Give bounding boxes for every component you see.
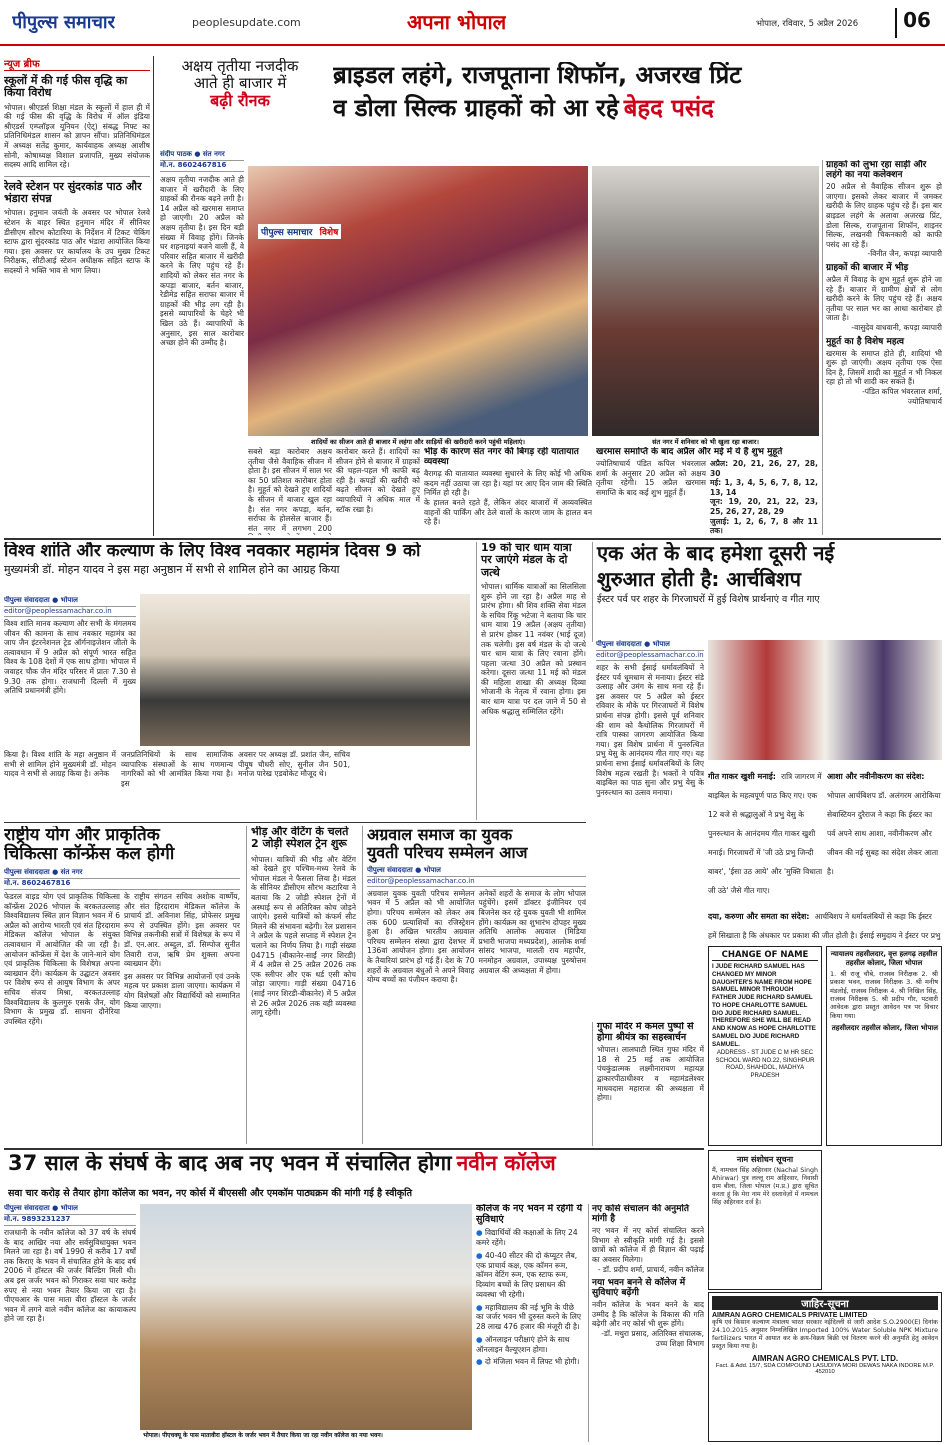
top-phone: मो.न. 8602467816	[160, 161, 244, 172]
easter-email: editor@peoplessamachar.co.in	[596, 651, 704, 659]
photo-badge	[258, 224, 341, 239]
easter-quote-2-title: आशा और नवीनीकरण का संदेश:	[827, 772, 925, 781]
agrawal-story	[362, 826, 586, 1144]
muhurat-april: अप्रैल: 20, 21, 26, 27, 28, 30	[710, 459, 818, 478]
navkar-email: editor@peoplessamachar.co.in	[4, 607, 136, 617]
easter-headline-2: शुरुआत होती है: आर्चबिशप	[597, 567, 801, 592]
yoga-body-3: इस अवसर पर विभिन्न आयोजनों एवं उनके महत्व पर प्रकाश डाला जाएगा। कार्यक्रम में योग विशेषज्ञों और विद्यार्थियों को सम्मानित किया जाएगा।	[124, 971, 240, 1010]
change-of-name-ad	[708, 946, 822, 1146]
jahir-address: Fact. & Add. 15/7, SDA COMPOUND LASUDIYA MORI DEWAS NAKA INDORE M.P. 452010	[715, 1363, 935, 1376]
chardham-story	[476, 542, 586, 820]
tehsil-notice	[826, 946, 942, 1146]
new-building-by: -डॉ. मथुरा प्रसाद, अतिरिक्त संचालक, उच्च शिक्षा विभाग	[601, 1329, 704, 1348]
con-address: ADDRESS - ST JUDE C M HR SEC SCHOOL WARD NO.22, SINGHPUR ROAD, SHAHDOL, MADHYA PRADESH	[715, 1050, 815, 1079]
yoga-story	[4, 826, 240, 1144]
gufa-story	[592, 1022, 704, 1146]
muhurat-subhead: खरमास समाप्ति के बाद अप्रैल और मई में ये हैं शुभ मुहूर्त	[596, 447, 783, 457]
quote-1-body: 20 अप्रैल से वैवाहिक सीजन शुरू हो जाएगा। इसको लेकर बाजार में जमकर खरीदी के लिए ग्राहक पहुंच रहे हैं। इस बार ब्राइडल लहंगे के अलावा अजरख प्रिंट, डोला सिल्क, राजपूताना शिफॉन, शाइनर सिल्क, लखनवी चिकनकारी को काफी पसंद आ रहे हैं।	[826, 182, 942, 249]
easter-byline: पीपुल्स संवाददाता ● भोपाल	[596, 640, 704, 651]
college-headline	[8, 1152, 704, 1184]
college-photo	[140, 1204, 472, 1430]
college-headline-black: 37 साल के संघर्ष के बाद अब नए भवन में संचालित होगा	[8, 1152, 452, 1175]
college-caption: भोपाल। पीएचक्यू के पास मातावीरा हॉस्टल के जर्जर भवन में तैयार किया जा रहा नवीन कॉलेज का नया भवन।	[140, 1430, 472, 1440]
muhurat-july: जुलाई: 1, 2, 6, 7, 8 और 11 तक।	[710, 516, 818, 535]
tehsil-sign: तहसीलदार तहसील कोलार, जिला भोपाल	[831, 1023, 938, 1032]
yoga-headline-2: चिकित्सा कॉन्फ्रेंस कल होगी	[4, 844, 175, 865]
top-body-col1: अक्षय तृतीया नजदीक आते ही बाजार में खरीदारी के लिए ग्राहकों की रौनक बढ़ने लगी है। 14 अप्रैल को खरमास समाप्त हो जाएगी। 20 अप्रैल को अक्षय तृतीया है। इस दिन बड़ी संख्या में विवाह होंगे। जिनके घर शहनाइयां बजने वाली हैं, वे परिवार सहित बाजार में खरीदी करने के लिए पहुंच रहे हैं। शादियों को लेकर संत नगर के कपड़ा बाजार, बर्तन बाजार, रेडीमेड सहित सराफा बाजार में ग्राहकों की भीड़ लग रही है। इससे व्यापारियों के चेहरे भी खिल उठे हैं। व्यापारियों के अनुसार, इस साल कारोबार अच्छा होने की उम्मीद है।	[160, 175, 244, 348]
brief-divider	[153, 56, 154, 536]
news-brief-label: न्यूज ब्रीफ	[4, 56, 150, 71]
top-headline	[333, 62, 941, 154]
yoga-phone: मो.न. 8602467816	[4, 879, 240, 890]
college-facilities	[476, 1204, 584, 1442]
headline-line-1: ब्राइडल लहंगे, राजपूताना शिफॉन, अजरख प्रिंट	[333, 62, 742, 89]
college-col1	[4, 1204, 136, 1442]
chardham-body: भोपाल। धार्मिक यात्राओं का सिलसिला शुरू होने जा रहा है। अप्रैल माह से प्रारंभ होगा। श्री शिव शक्ति सेवा मंडल के सचिव रिंकू भटेजा ने बताया कि चार धाम यात्रा 19 अप्रैल (अक्षय तृतीया) से प्रारंभ होकर 11 नवंबर (भाई दूज) तक चलेगी। इस वर्ष मंडल के दो जत्थे चार धाम यात्रा के लिए रवाना होंगे। पहला जत्था 30 अप्रैल को प्रस्थान करेगा। दूसरा जत्था 11 मई को मंडल की महिला शाखा की अध्यक्ष दिव्या भोजानी के नेतृत्व में रवाना होगा। इस बार धाम यात्रा पर दल जाने में 50 से अधिक श्रद्धालु सम्मिलित रहेंगे।	[481, 581, 586, 716]
navkar-body-3: जनप्रतिनिधियों के साथ सामाजिक व्यापारिक संस्थाओं के साथ गणमान्य नागरिकों को भी आमंत्रित किया गया है। इस	[121, 750, 233, 788]
traffic-body: बैरागढ़ की यातायात व्यवस्था सुधारने के लिए कोई भी अधिक कदम नहीं उठाया जा रहा है। यहां पर आए दिन जाम की स्थिति निर्मित हो रही है।	[424, 469, 592, 498]
photo-badge-special: विशेष	[319, 228, 339, 238]
kicker-line-1: अक्षय तृतीया नजदीक	[181, 58, 299, 75]
facility-item: ● विद्यार्थियों की कक्षाओं के लिए 24 कमरे रहेंगे।	[476, 1228, 584, 1248]
name-change-notice	[708, 1150, 822, 1290]
muhurat-may: मई: 1, 3, 4, 5, 6, 7, 8, 12, 13, 14	[710, 478, 818, 497]
name-change-title: नाम संशोधन सूचना	[736, 1155, 794, 1164]
kicker-red: बढ़ी रौनक	[210, 90, 270, 110]
facilities-title: कॉलेज के नए भवन में रहेंगी ये सुविधाएं	[476, 1204, 583, 1225]
top-reporter: संदीप पाठक ● संत नगर	[160, 150, 244, 161]
top-body-col3: कारोबार करते हैं। शादियों का सीजन होने से बाजार में ग्राहकों की चहल-पहल भी काफी बढ़ रही है। कपड़ों की खरीदी को बढ़ते सीजन को देखते हुए व्यापारियों ने अधिक माल में स्टॉक रखा है।	[336, 447, 420, 514]
agrawal-headline-2: युवती परिचय सम्मेलन आज	[367, 842, 528, 862]
photo-caption-1: शादियों का सीजन आते ही बाजार में लहंगा और साड़ियों की खरीदारी करने पहुंची महिलाएं।	[248, 436, 588, 447]
easter-quote-3-title: दया, करुणा और समता का संदेश:	[708, 912, 810, 921]
navkar-body: विश्व शांति मानव कल्याण और सभी के मंगलमय जीवन की कामना के साथ नवकार महामंत्र का जाप जैन इंटरनेशनल ट्रेड ऑर्गनाइजेशन जीतो के तत्वावधान में 9 अप्रैल को संपूर्ण भारत सहित विश्व के 108 देशों में एक साथ होगा। भोपाल में जवाहर चौक जैन मंदिर परिसर में प्रातः 7.30 से 9.30 तक होगा। राजधानी दिल्ली में मुख्य अतिथि प्रधानमंत्री होंगे।	[4, 619, 136, 696]
new-building-body: नवीन कॉलेज के भवन बनने के बाद उम्मीद है कि कॉलेज के विकास की गति बढ़ेगी और नए कोर्स भी शुरू होंगे।	[592, 1300, 704, 1329]
agrawal-body-2: अनेकों शहरों के समाज के लोग भोपाल पहुंचेंगे। इसमें डॉक्टर इंजीनियर एवं बिजनेस कर रहे युवक युवती भी शामिल होंगे। कार्यक्रम का शुभारंभ दोपहर मुख्य अतिथि आलोक अग्रवाल (मिडिया प्रभारी भाजपा मध्यप्रदेश), आलोक शर्मा सांसद भाजपा, मालती राय महापौर, मनमोहन अग्रवाल, उपाध्यक्ष पुरुषोत्तम अग्रवाल की अध्यक्षता में होगा।	[478, 888, 586, 975]
navkar-col1	[4, 596, 136, 742]
gufa-headline: गुफा मंदिर में कमल पुष्पों से होगा श्रीयंत्र का सहस्त्रार्चन	[597, 1022, 694, 1043]
gufa-body: भोपाल। लालघाटी स्थित गुफा मंदिर में 18 से 25 मई तक आयोजित पंचकुंडात्मक लक्ष्मीनारायण महायज्ञ द्वाकारपीठाधीश्वर व महामंडलेश्वर माधवदास महाराज की अध्यक्षता में होगा।	[597, 1045, 704, 1103]
college-body: राजधानी के नवीन कॉलेज को 37 वर्ष के संघर्ष के बाद आखिर नया और सर्वसुविधायुक्त भवन मिलने जा रहा है। वर्ष 1990 से करीब 17 वर्षों तक किराए के भवन में संचालित होने के बाद वर्ष 2006 में हॉस्टल की जर्जर बिल्डिंग मिली थी। अब इस जर्जर भवन को गिराकर सवा चार करोड़ रुपए से नया भवन तैयार किया जा रहा है। पीएचआर के पास माता वीरा हॉस्टल के जर्जर भवन में लगने वाले नवीन कॉलेज का कायाकल्प होने जा रहा है।	[4, 1228, 136, 1324]
top-kicker	[160, 58, 320, 148]
kicker-line-2: आते ही बाजार में	[193, 73, 287, 92]
con-body: I JUDE RICHARD SAMUEL HAS CHANGED MY MINOR DAUGHTER'S NAME FROM HOPE SAMUEL MINOR THROUGH FATHER JUDE RICHARD SAMUEL TO HOPE CHARLOTTE SAMUEL D/O JUDE RICHARD SAMUEL. THEREFORE SHE WILL BE READ AND KNOW AS HOPE CHARLOTTE SAMUEL D/O JUDE RICHARD SAMUEL.	[712, 963, 816, 1048]
easter-quote-3	[708, 904, 942, 942]
college-subhead: सवा चार करोड़ से तैयार होगा कॉलेज का भवन, नए कोर्स में बीएससी और एमकॉम पाठ्यक्रम की मांगी गई है स्वीकृति	[8, 1188, 413, 1199]
brief-2-title: रेलवे स्टेशन पर सुंदरकांड पाठ और भंडारा संपन्न	[4, 176, 150, 206]
top-sidebar	[822, 160, 942, 535]
yoga-body-2: के राष्ट्रीय संगठन सचिव अशोक वार्ष्णेय, और संत हिरदाराम मेडिकल कॉलेज के प्राचार्य डॉ. अविनाश सिंह, प्रोफेसर प्रमुख रूप से उपस्थित होंगे। इस अवसर पर विभिन्न तकनीकी सत्रों में विशेषज्ञ के रूप में डॉ. एन.आर. अब्दुल, डॉ. सिम्पोज सुनीत तिवारी राज, ऋषि प्रेम शुक्ला अपना व्याख्यान देंगे।	[124, 892, 240, 969]
jahir-footer: AIMRAN AGRO CHEMICALS PVT. LTD.	[751, 1354, 899, 1364]
tehsil-title: न्यायालय तहसीलदार, वृत्त हलगढ़ तहसील तहसील कोलार, जिला भोपाल	[830, 950, 938, 967]
market-photo-2	[592, 166, 819, 438]
trains-body: भोपाल। यात्रियों की भीड़ और वेटिंग को देखते हुए पश्चिम-मध्य रेलवे के भोपाल मंडल ने फैसला लिया है। मंडल के सीनियर डीसीएम सौरभ कटारिया ने बताया कि 2 जोड़ी स्पेशल ट्रेनों में अस्थाई रूप से अतिरिक्त कोच जोड़ने जाएंगे। इससे यात्रियों को कंफर्म सीट मिलने की संभावना बढ़ेगी। रेल प्रशासन ने अप्रैल के पहले सप्ताह में स्पेशल ट्रेन चलाने का निर्णय लिया है। गाड़ी संख्या 04715 (बीकानेर-साईं नगर शिरडी) में 4 अप्रैल से 25 अप्रैल 2026 तक एक स्लीपर और एक थर्ड एसी कोच जोड़ा जाएगा। गाड़ी संख्या 04716 (साईं नगर शिरडी-बीकानेर) में 5 अप्रैल से 26 अप्रैल 2026 तक यही व्यवस्था लागू रहेगी।	[251, 854, 356, 1018]
photo-caption-2: संत नगर में शनिवार को भी खुला रहा बाजार।	[592, 436, 819, 447]
top-story-col2	[164, 368, 244, 530]
jahir-company: AIMRAN AGRO CHEMICALS PRIVATE LIMITED	[712, 1312, 868, 1319]
section-title: अपना भोपाल	[407, 10, 507, 34]
market-photo-1	[248, 166, 588, 438]
headline-red: बेहद पसंद	[623, 93, 714, 122]
easter-subhead: ईस्टर पर्व पर शहर के गिरजाघरों में हुई विशेष प्रार्थनाएं व गीत गाए	[597, 593, 820, 605]
new-course-by: - डॉ. प्रदीप शर्मा, प्राचार्य, नवीन कॉलेज	[597, 1264, 704, 1274]
brief-1-body: भोपाल। श्रीएडर्स शिक्षा मंडल के स्कूलों में हाल ही में की गई फीस की वृद्धि के विरोध में ऑल इंडिया श्रीएडर्स एम्प्लॉइज यूनियन (ऐट्) संबद्ध निफ्ट का प्रतिनिधिमंडल शासन को ज्ञापन सौंपा। प्रतिनिधिमंडल में अध्यक्ष सतेंद्र कुमार, कार्यवाहक अध्यक्ष आशीष सोनी, कोषाध्यक्ष विशाल प्रजापति, मुख्य संयोजक सदस्य आदि शामिल रहे।	[4, 102, 150, 170]
top-under-col1	[248, 447, 332, 535]
yoga-body: फेडरल वाइड योग एवं प्राकृतिक चिकित्सा कॉन्फ्रेंस 2026 भोपाल के बरकतउल्लाह विश्वविद्यालय स्थित ज्ञान विज्ञान भवन में 6 अप्रैल को आरोग्य भारती एवं संत हिरदाराम मेडिकल कॉलेज भोपाल के संयुक्त तत्वावधान में आयोजित की जा रही है। आयोजन कॉन्फ्रेंस में देश के जाने-माने योग एवं प्राकृतिक चिकित्सा के विशेषज्ञ अपना व्याख्यान देंगे। कार्यक्रम के उद्घाटन अवसर पर विशेष रूप से आयुष विभाग के अपर सचिव संजय मिश्रा, बरकतउल्लाह विश्वविद्यालय के कुलगुरु एसके जैन, योग विभाग के प्रमुख डॉ. साधना दौनेरिया उपस्थित रहेंगे।	[4, 892, 120, 1026]
brief-1-title: स्कूलों में की गई फीस वृद्धि का किया विरोध	[4, 74, 128, 100]
easter-body: शहर के सभी ईसाई धर्मावलंबियों ने ईस्टर पर्व धूमधाम से मनाया। ईस्टर संडे उत्साह और उमंग के साथ मना रहे हैं। इस अवसर पर 5 अप्रैल को ईस्टर रविवार के मौके पर गिरजाघरों में विशेष प्रार्थना संपन्न होगी। इससे पूर्व शनिवार की शाम को कैथोलिक गिरजाघरों में रात्रि पास्का जागरण आयोजित किया गया। इस विशेष प्रार्थना में पुनरुत्थित प्रभु येसु के आनंदमय गीत गाए गए। यह प्रार्थना सभा ईसाई धर्मावलंबियों के लिए विशेष महत्व रखती है। भक्तों ने पवित्र बाइबिल का पाठ सुना और प्रभु येसु के पुनरुत्थान का उत्सव मनाया।	[596, 663, 704, 797]
website-link[interactable]: peoplesupdate.com	[192, 16, 301, 29]
navkar-body-4: अवसर पर अध्यक्ष डॉ. प्रशांत जैन, सचिव पीयूष चौधरी सोए, सुनील जैन 501, मनोज पारेख एडवोकेट मौजूद थे।	[238, 750, 350, 779]
navkar-photo	[140, 594, 470, 746]
news-brief	[4, 56, 150, 536]
facility-item: ● ऑनलाइन परीक्षाएं होने के साथ ऑनलाइन वैल्यूएशन होगा।	[476, 1335, 584, 1355]
section-rule-3	[4, 1148, 704, 1150]
quote-1-by: -विनीत जैन, कपड़ा व्यापारी	[867, 249, 942, 259]
easter-quote-1-title: गीत गाकर खुशी मनाई:	[708, 772, 776, 781]
facility-item: ● दो मंजिला भवन में लिफ्ट भी होगी।	[476, 1357, 584, 1367]
traffic-body-2: के हालत बनते रहते हैं, लेकिन अंदर बाजारों में अव्यवस्थित वाहनों की पार्किंग और ठेले वालों के कारण जाम के हालत बन रहे हैं।	[424, 497, 592, 527]
college-quotes	[588, 1204, 704, 1442]
headline-line-2: व डोला सिल्क ग्राहकों को आ रहे	[333, 93, 619, 122]
navkar-bottom	[4, 750, 470, 818]
section-rule-1	[4, 538, 941, 540]
jahir-title: जाहिर-सूचना	[712, 1296, 938, 1310]
chardham-headline: 19 को चार धाम यात्रा पर जाएंगे मंडल के दो जत्थे	[481, 542, 572, 579]
new-building-title: नया भवन बनने से कॉलेज में सुविधाएं बढ़ेंगी	[592, 1278, 686, 1299]
agrawal-email: editor@peoplessamachar.co.in	[367, 877, 586, 887]
easter-quotes	[708, 764, 942, 900]
quote-3-title: मुहूर्त का है विशेष महत्व	[826, 336, 905, 347]
agrawal-body: अग्रवाल युवक युवती परिचय सम्मेलन भवन में 5 अप्रैल को भी आयोजित होगा। परिचय सम्मेलन को लेकर अब तक 600 प्रत्याशियों का रजिस्ट्रेशन हुआ है। अखिल भारतीय अग्रवाल परिचय सम्मेलन संस्था द्वारा देशभर में 136वां आयोजन होगा। इस आयोजन के तैयारियां प्रारंभ हो गई हैं। देश के 70 शहरों के अग्रवाल बंधुओं ने अपने विवाह योग्य बच्चों का पंजीयन कराया है।	[367, 888, 475, 985]
easter-header	[592, 542, 942, 642]
masthead	[0, 0, 945, 46]
quote-3-by: -पंडित कपिल भंवरलाल शर्मा, ज्योतिषाचार्य	[862, 387, 942, 406]
top-body-col2: सबसे बड़ा कारोबार अक्षय तृतीया जैसे वैवाहिक सीजन में होता है। इस सीजन में साल भर का 50 प्रतिशत कारोबार होता है। मुहूर्त को देखते हुए शादियों के सीजन में बाजार खुल रहा है। संत नगर कपड़ा, बर्तन, सर्राफा के होलसेल बाजार हैं। संत नगर में लगभग 200	[248, 447, 332, 533]
navkar-body-2: किया है। विश्व शांति के महा अनुष्ठान में सभी से शामिल होने मुख्यमंत्री डॉ. मोहन यादव ने सभी से आग्रह किया है। अनेक	[4, 750, 116, 779]
muhurat-block	[596, 447, 819, 535]
masthead-logo: पीपुल्स समाचार	[12, 12, 115, 33]
quote-1-title: ग्राहकों को लुभा रहा साड़ी और लहंगे का नया कलेक्शन	[826, 160, 927, 181]
muhurat-june: जून: 19, 20, 21, 22, 23, 25, 26, 27, 28, 29	[710, 497, 818, 517]
facility-item: ● महाविद्यालय की नई भूमि के पीछे का जर्जर भवन भी दुरुस्त करने के लिए 28 लाख 476 हजार की मंजूरी दी है।	[476, 1303, 584, 1332]
college-headline-red: नवीन कॉलेज	[456, 1152, 556, 1175]
quote-3-body: खरमास के समाप्त होते ही, शादियां भी शुरू हो जाएंगी। अक्षय तृतीया एक ऐसा दिन है, जिसमें शादी का मुहूर्त न भी निकल रहा हो तो भी शादी कर सकते हैं।	[826, 348, 942, 387]
easter-photo	[708, 640, 942, 760]
navkar-subhead: मुख्यमंत्री डॉ. मोहन यादव ने इस महा अनुष्ठान में सभी से शामिल होने का आग्रह किया	[4, 563, 340, 577]
college-phone: मो.न. 9893231237	[4, 1215, 136, 1226]
tehsil-body: 1. श्री राजू चौबे, राजस्व निरीक्षक 2. श्री प्रकाश भवन, राजस्व निरीक्षक 3. श्री मनीष मंडलोई, राजस्व निरीक्षक 4. श्री निखिल सिंह, राजस्व निरीक्षक 5. श्री प्रदीप गौर, पटवारी आवेदक द्वारा प्रस्तुत आवेदन पत्र पर विचार किया गया।	[830, 970, 938, 1020]
easter-quote-3-body: आर्चबिशप ने धर्मावलंबियों से कहा कि ईस्टर हमें सिखाता है कि अंधकार पर प्रकाश की जीत होती है। ईसाई समुदाय ने ईस्टर पर प्रभु	[708, 912, 941, 940]
agrawal-headline-1: अग्रवाल समाज का युवक	[367, 826, 513, 844]
trains-headline: भीड़ और वेटिंग के चलते 2 जोड़ी स्पेशल ट्रेन शुरू	[251, 826, 349, 851]
facility-item: ● 40-40 सीटर की दो कंप्यूटर लैब, एक प्राचार्य कक्ष, एक कॉमन रूम, कॉमन वेटिंग रूम, एक स्टाफ रूम, दिव्यांग बच्चों के लिए प्रसाधन की व्यवस्था भी रहेगी।	[476, 1251, 584, 1300]
section-rule-2	[4, 822, 586, 823]
top-under-col3	[424, 447, 592, 535]
brief-2-body: भोपाल। हनुमान जयंती के अवसर पर भोपाल रेलवे स्टेशन के बाहर स्थित हनुमान मंदिर में सीनियर डीसीएम सौरभ कोटारिया के निर्देशन में टिकट चेकिंग स्टाफ द्वारा सुंदरकांड पाठ और भंडारा आयोजित किया गया। इस अवसर पर कार्यालय के उप मुख्य टिकट निरीक्षक, सीटीआई स्टेशन अधीक्षक सहित स्टाफ के सदस्यों ने भक्ति भाव से भाग लिया।	[4, 208, 150, 275]
name-change-body: मैं, नामचल सिंह अहिरवार (Nachal Singh Ahirwar) पुत्र लल्लू राम अहिरवार, निवासी ग्राम बीला, जिला भोपाल (म.प्र.) द्वारा सूचित करता हूं कि मेरा नाम मेरे दस्तावेज़ों में नामचल सिंह अहिरवार दर्ज है।	[712, 1167, 818, 1207]
jahir-body: कृषि एवं किसान कल्याण मंत्रालय भारत सरकार नईदिल्ली से जारी आदेश S.O.2900(E) दिनांक 24.10.2015 अनुसार निम्नलिखित Imported 100% Water Soluble NPK Mixture fertilizers भारत में आयात कर के क्रय-विक्रय बिक्री एवं वितरण करने की अनुमति हेतु आवेदन प्रस्तुत किया गया है।	[712, 1319, 938, 1351]
quote-2-by: -वासुदेव वाधवानी, कपड़ा व्यापारी	[851, 322, 942, 332]
navkar-headline: विश्व शांति और कल्याण के लिए विश्व नवकार महामंत्र दिवस 9 को	[4, 542, 421, 561]
con-title: CHANGE OF NAME	[712, 950, 818, 961]
photo-badge-text: पीपुल्स समाचार	[261, 228, 313, 238]
muhurat-intro: ज्योतिषाचार्य पंडित कपिल भंवरलाल शर्मा के अनुसार 20 अप्रैल को अक्षय तृतीया रहेगी। 15 अप्रैल खरमास समाप्ति के बाद कई शुभ मुहूर्त हैं।	[596, 459, 706, 497]
page-number: 06	[895, 8, 937, 38]
new-course-body: नए भवन में नए कोर्स संचालित करने विभाग से स्वीकृति मांगी गई है। इससे छात्रों को कॉलेज में ही विज्ञान की पढ़ाई का अवसर मिलेगा।	[592, 1226, 704, 1264]
jahir-suchna	[708, 1292, 942, 1442]
easter-quote-1-body: रात्रि जागरण में बाइबिल के महत्वपूर्ण पाठ किए गए। एक 12 बजे से श्रद्धालुओं ने प्रभु येसु के पुनरुत्थान के आनंदमय गीत गाकर खुशी मनाई। गिरजाघरों में 'जी उठे प्रभु जिन्दी बाबर', 'ईसा उठ आये' और 'मुक्ति विधाता जी उठे' जैसे गीत गाए।	[708, 772, 823, 895]
traffic-subhead: भीड़ के कारण संत नगर की बिगड़ रही यातायात व्यवस्था	[424, 447, 579, 468]
yoga-byline: पीपुल्स संवाददाता ● संत नगर	[4, 868, 240, 879]
agrawal-byline: पीपुल्स संवाददाता ● भोपाल	[367, 866, 586, 877]
college-byline: पीपुल्स संवाददाता ● भोपाल	[4, 1204, 136, 1215]
easter-headline-1: एक अंत के बाद हमेशा दूसरी नई	[597, 542, 835, 565]
easter-col1	[596, 640, 704, 1016]
trains-story	[246, 826, 356, 1144]
top-under-col2	[336, 447, 420, 535]
quote-2-title: ग्राहकों की बाजार में भीड़	[826, 262, 909, 273]
yoga-headline-1: राष्ट्रीय योग और प्राकृतिक	[4, 826, 160, 845]
easter-quote-2-body: भोपाल आर्चबिशप डॉ. अलंगरम आरोकिया सेबास्टियन दुरैराज ने कहा कि ईस्टर का पर्व अपने साथ आशा, नवीनीकरण और जीवन की नई सुबह का संदेश लेकर आता है।	[827, 791, 941, 876]
quote-2-body: अप्रैल में विवाह के शुभ मुहूर्त शुरू होने जा रहे हैं। बाजार में ग्रामीण क्षेत्रों से लोग खरीदी करने के लिए पहुंच रहे हैं। अक्षय तृतीया पर साल भर का आधा कारोबार हो जाता है।	[826, 274, 942, 323]
new-course-title: नए कोर्स संचालन की अनुमति मांगी है	[592, 1204, 690, 1225]
dateline: भोपाल, रविवार, 5 अप्रैल 2026	[756, 19, 859, 29]
navkar-byline: पीपुल्स संवाददाता ● भोपाल	[4, 596, 136, 607]
